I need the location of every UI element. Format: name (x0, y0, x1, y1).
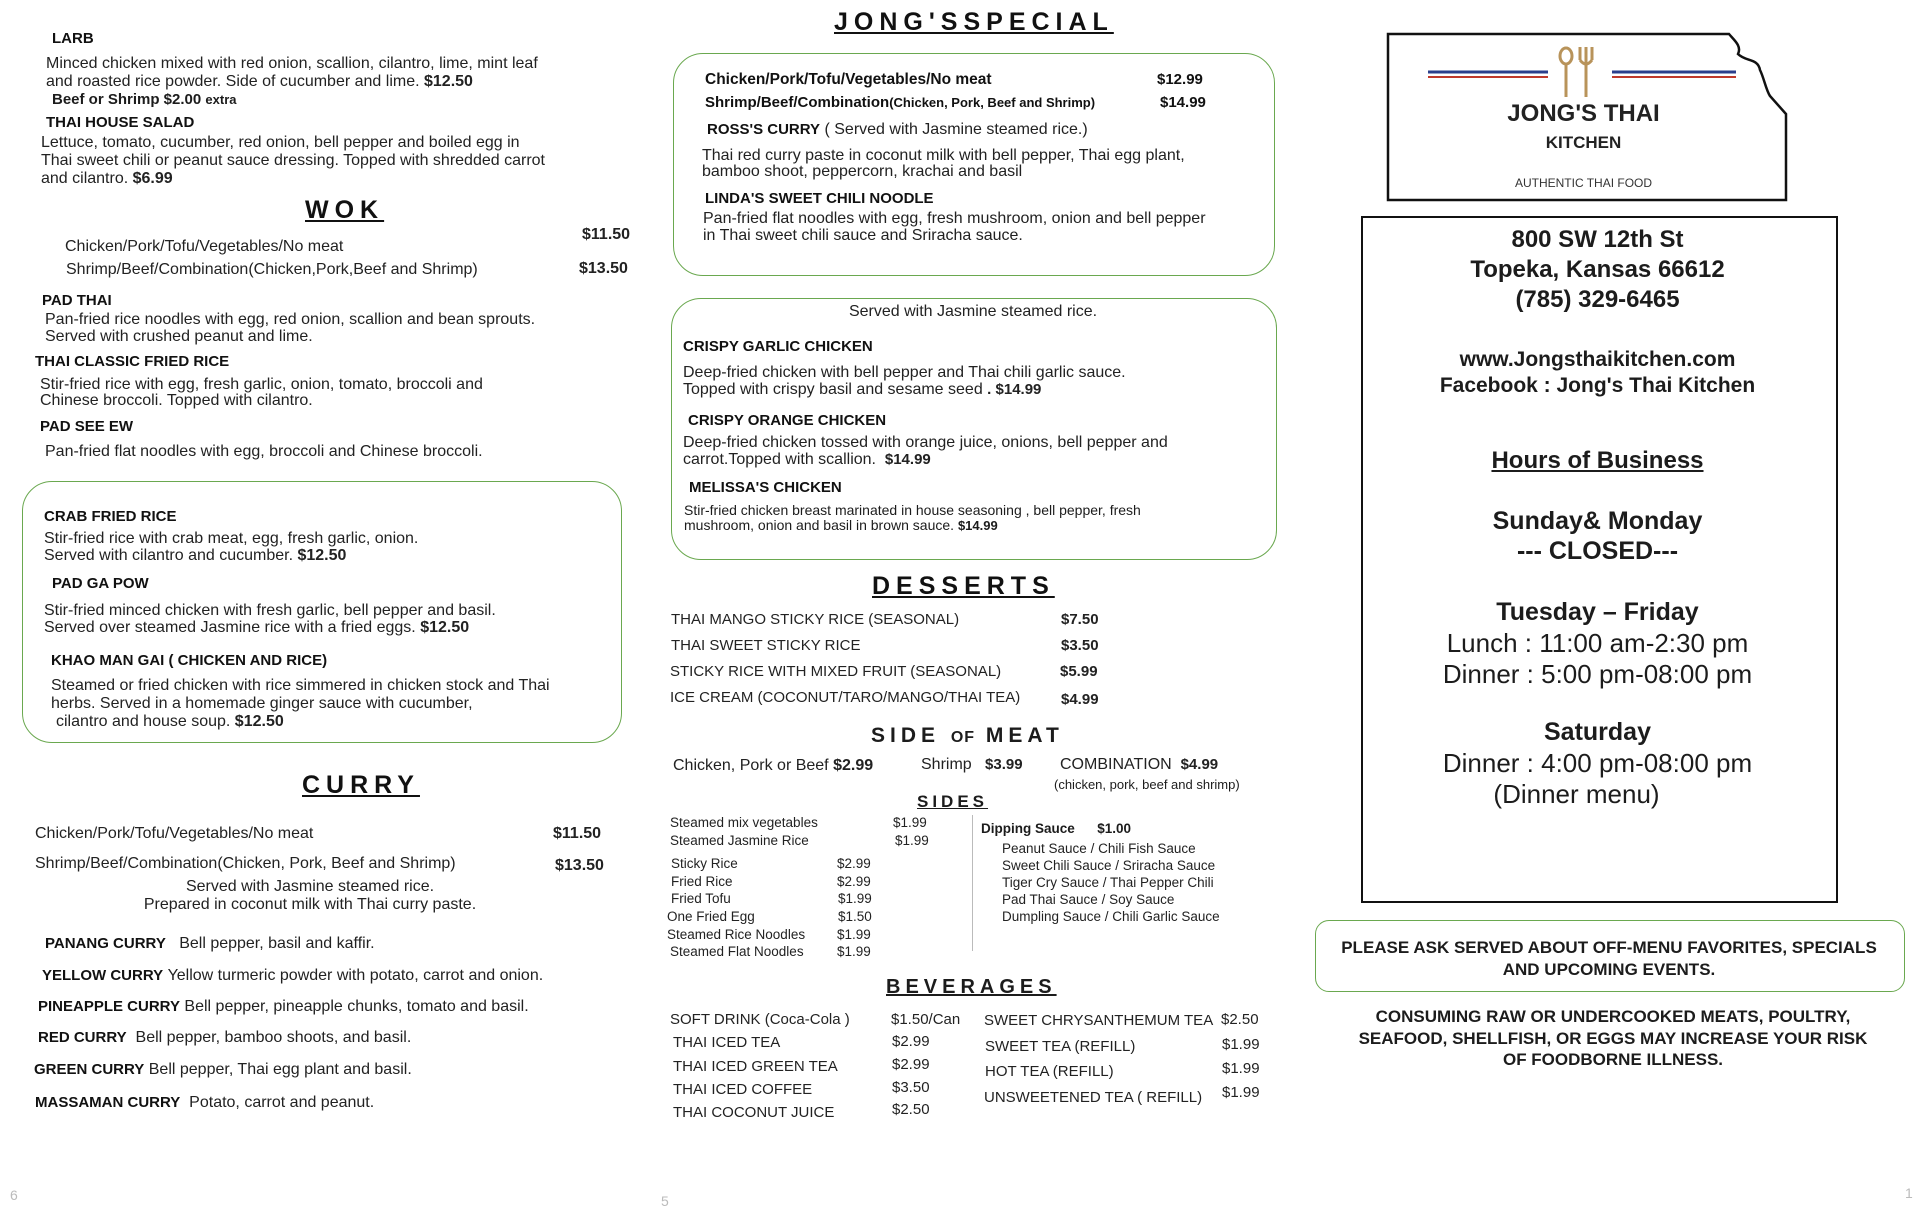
sauce-item: Peanut Sauce / Chili Fish Sauce (1002, 841, 1196, 856)
special-heading: JONG'SSPECIAL (834, 8, 1114, 36)
side-name: Steamed mix vegetables (670, 815, 818, 830)
garlic-desc-2: Topped with crispy basil and sesame seed (683, 381, 983, 398)
larb-extra: Beef or Shrimp $2.00 (52, 91, 202, 108)
special-option-2-detail: (Chicken, Pork, Beef and Shrimp) (889, 95, 1096, 110)
sauce-item: Dumpling Sauce / Chili Garlic Sauce (1002, 909, 1220, 924)
beverage-name: UNSWEETENED TEA ( REFILL) (984, 1089, 1203, 1106)
hours-sat-menu: (Dinner menu) (1493, 779, 1660, 809)
beverage-name: THAI ICED GREEN TEA (673, 1058, 838, 1075)
warning-line-2: SEAFOOD, SHELLFISH, OR EGGS MAY INCREASE YOUR RISK (1358, 1029, 1868, 1048)
khao-price: $12.50 (234, 713, 284, 730)
ga-pow-title: PAD GA POW (52, 575, 149, 592)
crab-desc-1: Stir-fried rice with crab meat, egg, fresh garlic, onion. (44, 530, 419, 547)
facebook-link[interactable]: Facebook : Jong's Thai Kitchen (1439, 374, 1756, 397)
side-price: $2.99 (837, 856, 871, 871)
beverage-name: SWEET CHRYSANTHEMUM TEA (984, 1012, 1214, 1029)
crab-price: $12.50 (297, 547, 347, 564)
side-price: $1.99 (895, 833, 929, 848)
pad-thai-desc-2: Served with crushed peanut and lime. (45, 328, 313, 345)
hours-title: Hours of Business (1491, 447, 1704, 474)
curry-item-desc: Yellow turmeric powder with potato, carrot and onion. (167, 967, 544, 984)
garlic-price: . $14.99 (987, 381, 1042, 398)
page-number: 5 (661, 1193, 669, 1209)
side-name: One Fried Egg (667, 909, 755, 924)
orange-desc-1: Deep-fried chicken tossed with orange juice, onions, bell pepper and (683, 434, 1168, 451)
khao-title: KHAO MAN GAI ( CHICKEN AND RICE) (51, 652, 328, 669)
curry-item (45, 935, 375, 953)
city: Topeka, Kansas 66612 (1470, 256, 1725, 283)
fried-rice-desc-2: Chinese broccoli. Topped with cilantro. (40, 392, 313, 409)
side-price: $2.99 (837, 874, 871, 889)
melissa-price: $14.99 (957, 518, 998, 533)
side-meat-heading: SIDE OF MEAT (871, 724, 1064, 747)
hours-closed: --- CLOSED--- (1516, 537, 1679, 565)
curry-item (35, 1094, 374, 1112)
ross-curry-note: ( Served with Jasmine steamed rice.) (824, 121, 1088, 138)
melissa-title: MELISSA'S CHICKEN (689, 479, 842, 496)
side-name: Steamed Flat Noodles (670, 944, 804, 959)
wok-price-2: $13.50 (579, 260, 628, 277)
curry-item-name: PINEAPPLE CURRY (38, 998, 180, 1015)
warning-line-3: OF FOODBORNE ILLNESS. (1502, 1050, 1724, 1069)
page-number: 1 (1905, 1185, 1913, 1201)
curry-note-1: Served with Jasmine steamed rice. (185, 878, 435, 895)
website-link[interactable]: www.Jongsthaikitchen.com (1459, 348, 1736, 371)
crab-desc-2: Served with cilantro and cucumber. (44, 547, 294, 564)
beverage-name: SWEET TEA (REFILL) (985, 1038, 1136, 1055)
beverage-name: THAI ICED COFFEE (673, 1081, 813, 1098)
curry-price-1: $11.50 (553, 825, 602, 842)
linda-title: LINDA'S SWEET CHILI NOODLE (705, 190, 934, 207)
dipping-sauce-title: Dipping Sauce (981, 821, 1075, 836)
wok-price-1: $11.50 (582, 226, 631, 243)
khao-desc-1: Steamed or fried chicken with rice simmered in chicken stock and Thai (51, 677, 550, 694)
khao-desc-2: herbs. Served in a homemade ginger sauce with cucumber, (51, 695, 473, 712)
beverage-price: $2.50 (1221, 1011, 1259, 1028)
hours-sun-mon: Sunday& Monday (1492, 507, 1703, 535)
dessert-name: THAI MANGO STICKY RICE (SEASONAL) (671, 611, 960, 628)
beverage-price: $1.99 (1222, 1036, 1260, 1053)
salad-title: THAI HOUSE SALAD (46, 114, 195, 131)
beverage-name: THAI ICED TEA (673, 1034, 781, 1051)
orange-price: $14.99 (884, 451, 931, 468)
wok-heading: WOK (305, 196, 385, 224)
beverage-name: SOFT DRINK (Coca-Cola ) (670, 1011, 850, 1028)
side-meat-shrimp: Shrimp (921, 756, 972, 773)
curry-item-name: RED CURRY (38, 1029, 127, 1046)
curry-item-desc: Potato, carrot and peanut. (189, 1094, 375, 1111)
side-meat-combo-note: (chicken, pork, beef and shrimp) (1054, 777, 1240, 792)
dessert-name: THAI SWEET STICKY RICE (671, 637, 861, 654)
beverage-name: THAI COCONUT JUICE (673, 1104, 835, 1121)
pad-see-ew-desc: Pan-fried flat noodles with egg, broccoli and Chinese broccoli. (45, 443, 483, 460)
side-meat-shrimp-price: $3.99 (985, 756, 1023, 773)
beverage-price: $2.99 (892, 1056, 930, 1073)
curry-item-name: MASSAMAN CURRY (35, 1094, 181, 1111)
notice-line-2: AND UPCOMING EVENTS. (1502, 960, 1716, 979)
ross-desc-2: bamboo shoot, peppercorn, krachai and basil (702, 163, 1023, 180)
dessert-name: STICKY RICE WITH MIXED FRUIT (SEASONAL) (670, 663, 1002, 680)
salad-desc-1: Lettuce, tomato, cucumber, red onion, bell pepper and boiled egg in (41, 134, 520, 151)
side-price: $1.99 (837, 944, 871, 959)
wok-option-1: Chicken/Pork/Tofu/Vegetables/No meat (65, 238, 344, 255)
warning-line-1: CONSUMING RAW OR UNDERCOOKED MEATS, POULTRY, (1375, 1007, 1851, 1026)
chicken-note: Served with Jasmine steamed rice. (848, 303, 1098, 320)
beverage-price: $1.50/Can (891, 1011, 961, 1028)
linda-desc-1: Pan-fried flat noodles with egg, fresh mushroom, onion and bell pepper (703, 210, 1206, 227)
sauce-item: Pad Thai Sauce / Soy Sauce (1002, 892, 1175, 907)
page-number: 6 (10, 1187, 18, 1203)
side-name: Sticky Rice (671, 856, 738, 871)
dipping-sauce-price: $1.00 (1097, 821, 1132, 836)
larb-price: $12.50 (424, 73, 473, 90)
curry-item-desc: Bell pepper, pineapple chunks, tomato and basil. (184, 998, 529, 1015)
logo-subtitle: KITCHEN (1545, 133, 1622, 152)
dessert-price: $3.50 (1061, 637, 1099, 654)
hours-dinner: Dinner : 5:00 pm-08:00 pm (1442, 659, 1753, 689)
wok-option-2: Shrimp/Beef/Combination(Chicken,Pork,Beef and Shrimp) (66, 261, 478, 278)
notice-line-1: PLEASE ASK SERVED ABOUT OFF-MENU FAVORITES, SPECIALS (1341, 938, 1877, 957)
special-price-2: $14.99 (1160, 94, 1206, 111)
garlic-chicken-title: CRISPY GARLIC CHICKEN (683, 338, 873, 355)
logo-tagline: AUTHENTIC THAI FOOD (1514, 176, 1653, 190)
orange-desc-2: carrot.Topped with scallion. (683, 451, 876, 468)
beverage-price: $2.50 (892, 1101, 930, 1118)
pad-thai-desc-1: Pan-fried rice noodles with egg, red onion, scallion and bean sprouts. (45, 311, 536, 328)
hours-saturday: Saturday (1544, 718, 1651, 746)
side-meat-cpb-price: $2.99 (833, 757, 874, 774)
sauce-item: Sweet Chili Sauce / Sriracha Sauce (1002, 858, 1216, 873)
side-price: $1.99 (837, 927, 871, 942)
side-name: Steamed Jasmine Rice (670, 833, 809, 848)
dessert-price: $4.99 (1061, 691, 1099, 708)
curry-item-name: PANANG CURRY (45, 935, 166, 952)
curry-price-2: $13.50 (555, 857, 604, 874)
special-option-1: Chicken/Pork/Tofu/Vegetables/No meat (705, 71, 992, 88)
beverage-price: $1.99 (1222, 1084, 1260, 1101)
logo-title: JONG'S THAI (1507, 100, 1660, 127)
side-price: $1.99 (838, 891, 872, 906)
ross-curry-title: ROSS'S CURRY (707, 121, 821, 138)
dessert-price: $7.50 (1061, 611, 1099, 628)
larb-extra-word: extra (205, 92, 237, 107)
salad-desc-2: Thai sweet chili or peanut sauce dressing. Topped with shredded carrot (41, 152, 545, 169)
pad-see-ew-title: PAD SEE EW (40, 418, 134, 435)
side-meat-combo-price: $4.99 (1180, 756, 1219, 773)
side-price: $1.99 (893, 815, 927, 830)
hours-lunch: Lunch : 11:00 am-2:30 pm (1446, 628, 1749, 658)
hours-tue-fri: Tuesday – Friday (1496, 598, 1699, 626)
side-meat-cpb: Chicken, Pork or Beef (673, 757, 829, 774)
dessert-price: $5.99 (1060, 663, 1098, 680)
spoon-fork-icon (1560, 47, 1592, 97)
pad-thai-title: PAD THAI (42, 292, 112, 309)
ga-pow-price: $12.50 (420, 619, 470, 636)
curry-item (38, 1029, 411, 1047)
orange-chicken-title: CRISPY ORANGE CHICKEN (688, 412, 887, 429)
curry-note-2: Prepared in coconut milk with Thai curry paste. (143, 896, 477, 913)
beverage-price: $2.99 (892, 1033, 930, 1050)
garlic-desc-1: Deep-fried chicken with bell pepper and Thai chili garlic sauce. (683, 364, 1126, 381)
beverage-price: $1.99 (1222, 1060, 1260, 1077)
fried-rice-desc-1: Stir-fried rice with egg, fresh garlic, onion, tomato, broccoli and (40, 376, 483, 393)
desserts-heading: DESSERTS (872, 572, 1055, 600)
curry-option-1: Chicken/Pork/Tofu/Vegetables/No meat (35, 825, 314, 842)
melissa-desc-2: mushroom, onion and basil in brown sauce. (684, 517, 955, 533)
side-meat-combo: COMBINATION (1060, 756, 1172, 773)
special-price-1: $12.99 (1157, 71, 1203, 88)
curry-item (38, 998, 529, 1016)
salad-price: $6.99 (132, 170, 173, 187)
salad-desc-3: and cilantro. (41, 170, 129, 187)
dessert-name: ICE CREAM (COCONUT/TARO/MANGO/THAI TEA) (670, 689, 1021, 706)
special-option-2: Shrimp/Beef/Combination (705, 94, 890, 111)
curry-item-desc: Bell pepper, Thai egg plant and basil. (148, 1061, 412, 1078)
hours-sat-dinner: Dinner : 4:00 pm-08:00 pm (1442, 748, 1753, 778)
curry-item (42, 967, 543, 985)
beverage-name: HOT TEA (REFILL) (985, 1063, 1114, 1080)
curry-option-2: Shrimp/Beef/Combination(Chicken, Pork, Beef and Shrimp) (35, 855, 456, 872)
larb-title: LARB (52, 30, 94, 47)
curry-heading: CURRY (302, 771, 420, 799)
curry-item (34, 1061, 412, 1079)
ga-pow-desc-2: Served over steamed Jasmine rice with a fried eggs. (44, 619, 416, 636)
larb-desc-2: and roasted rice powder. Side of cucumber and lime. (46, 73, 420, 90)
crab-title: CRAB FRIED RICE (44, 508, 177, 525)
phone: (785) 329-6465 (1515, 286, 1680, 313)
side-name: Fried Rice (671, 874, 733, 889)
curry-item-name: GREEN CURRY (34, 1061, 145, 1078)
side-name: Steamed Rice Noodles (667, 927, 806, 942)
melissa-desc-1: Stir-fried chicken breast marinated in house seasoning , bell pepper, fresh (684, 502, 1141, 518)
ga-pow-desc-1: Stir-fried minced chicken with fresh garlic, bell pepper and basil. (44, 602, 496, 619)
linda-desc-2: in Thai sweet chili sauce and Sriracha sauce. (703, 227, 1023, 244)
khao-desc-3: cilantro and house soup. (56, 713, 231, 730)
curry-item-desc: Bell pepper, bamboo shoots, and basil. (135, 1029, 412, 1046)
fried-rice-title: THAI CLASSIC FRIED RICE (35, 353, 230, 370)
beverage-price: $3.50 (892, 1079, 930, 1096)
sides-divider (972, 815, 973, 951)
sauce-item: Tiger Cry Sauce / Thai Pepper Chili (1002, 875, 1214, 890)
curry-item-name: YELLOW CURRY (42, 967, 164, 984)
sides-heading: SIDES (917, 792, 989, 811)
ross-desc-1: Thai red curry paste in coconut milk with bell pepper, Thai egg plant, (702, 147, 1185, 164)
larb-desc-1: Minced chicken mixed with red onion, scallion, cilantro, lime, mint leaf (46, 55, 538, 72)
side-name: Fried Tofu (671, 891, 731, 906)
curry-item-desc: Bell pepper, basil and kaffir. (179, 935, 375, 952)
side-price: $1.50 (838, 909, 872, 924)
beverages-heading: BEVERAGES (886, 976, 1057, 998)
address: 800 SW 12th St (1511, 226, 1684, 253)
